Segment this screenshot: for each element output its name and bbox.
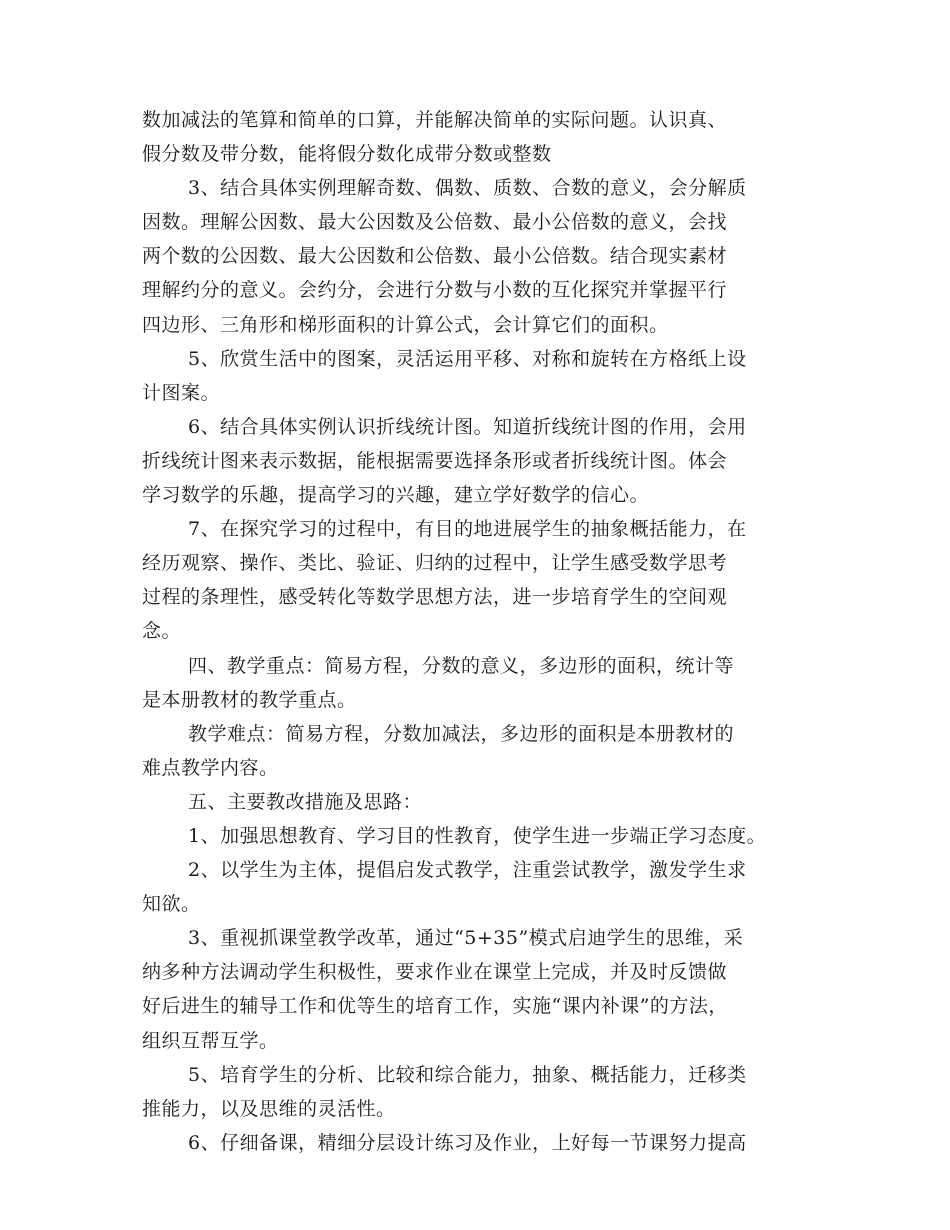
text-line: 纳多种方法调动学生积极性，要求作业在课堂上完成，并及时反馈做 [142,961,728,984]
text-line: 两个数的公因数、最大公因数和公倍数、最小公倍数。结合现实素材 [142,245,728,268]
paragraph-start-line: 3、重视抓课堂教学改革，通过“5+35”模式启迪学生的思维，采 [188,927,744,950]
text-line: 知欲。 [142,893,201,916]
text-line: 好后进生的辅导工作和优等生的培育工作，实施“课内补课”的方法， [142,995,728,1018]
text-line: 学习数学的乐趣，提高学习的兴趣，建立学好数学的信心。 [142,484,650,507]
document-body [142,103,814,1160]
section-heading-line: 五、主要教改措施及思路： [188,790,423,813]
paragraph-start-line: 6、仔细备课，精细分层设计练习及作业，上好每一节课努力提高 [188,1131,747,1154]
paragraph-start-line: 1、加强思想教育、学习目的性教育，使学生进一步端正学习态度。 [188,824,767,847]
paragraph-start-line: 7、在探究学习的过程中，有目的地进展学生的抽象概括能力，在 [188,518,747,541]
paragraph-start-line: 6、结合具体实例认识折线统计图。知道折线统计图的作用，会用 [188,415,747,438]
text-line: 四边形、三角形和梯形面积的计算公式，会计算它们的面积。 [142,313,669,336]
text-line: 过程的条理性，感受转化等数学思想方法，进一步培育学生的空间观 [142,586,728,609]
text-line: 理解约分的意义。会约分，会进行分数与小数的互化探究并掌握平行 [142,279,728,302]
text-line: 经历观察、操作、类比、验证、归纳的过程中，让学生感受数学思考 [142,552,728,575]
text-line: 折线统计图来表示数据，能根据需要选择条形或者折线统计图。体会 [142,449,728,472]
paragraph-start-line: 3、结合具体实例理解奇数、偶数、质数、合数的意义，会分解质 [188,177,747,200]
text-line: 因数。理解公因数、最大公因数及公倍数、最小公倍数的意义，会找 [142,211,728,234]
paragraph-start-line: 5、欣赏生活中的图案，灵活运用平移、对称和旋转在方格纸上设 [188,347,747,370]
text-line: 计图案。 [142,381,221,404]
text-line: 是本册教材的教学重点。 [142,688,357,711]
paragraph-start-line: 教学难点：简易方程，分数加减法，多边形的面积是本册教材的 [188,722,735,745]
text-line: 假分数及带分数，能将假分数化成带分数或整数 [142,143,552,166]
text-line: 组织互帮互学。 [142,1029,279,1052]
text-line: 念。 [142,620,182,643]
paragraph-start-line: 2、以学生为主体，提倡启发式教学，注重尝试教学，激发学生求 [188,859,747,882]
text-line: 难点教学内容。 [142,756,279,779]
section-heading-line: 四、教学重点：简易方程，分数的意义，多边形的面积，统计等 [188,654,735,677]
text-line: 推能力，以及思维的灵活性。 [142,1097,396,1120]
paragraph-start-line: 5、培育学生的分析、比较和综合能力，抽象、概括能力，迁移类 [188,1063,747,1086]
text-line: 数加减法的笔算和简单的口算，并能解决简单的实际问题。认识真、 [142,109,728,131]
